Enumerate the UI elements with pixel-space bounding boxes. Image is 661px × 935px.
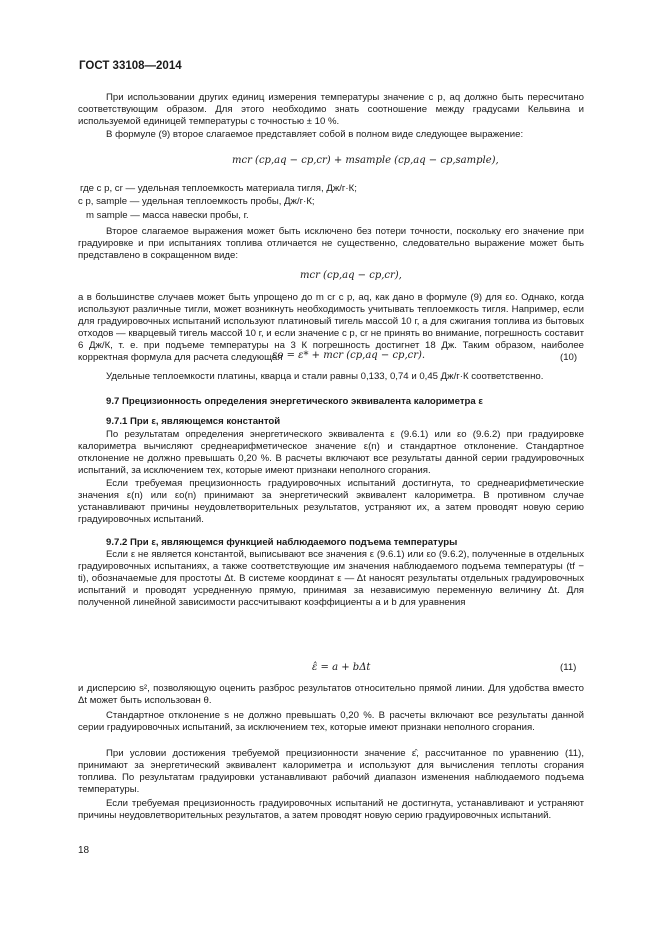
definition-text: — масса навески пробы, г. [130, 210, 249, 221]
paragraph-standard-deviation: Стандартное отклонение s не должно превышать 0,20 %. В расчеты включают все результаты данной серии градуировочных испытаний, за исключением тех, которые имеют признаки неполного сгорания. [78, 710, 584, 734]
formula-full-expression: mcr (cp,aq − cp,cr) + msample (cp,aq − cp,sample), [232, 155, 499, 166]
formula-10: εo = ε* + mcr (cp,aq − cp,cr). [272, 350, 426, 361]
formula-short-expression: mcr (cp,aq − cp,cr), [300, 270, 402, 281]
definition-term: m sample [86, 210, 128, 221]
section-heading-9-7-2: 9.7.2 При ε, являющемся функцией наблюдаемого подъема температуры [106, 537, 458, 548]
page-number: 18 [78, 845, 90, 856]
definition-text: — удельная теплоемкость пробы, Дж/г·К; [129, 196, 315, 207]
paragraph-9-7-2-values: Если ε не является константой, выписывают все значения ε (9.6.1) или εo (9.6.2), полученные в отдельных градуировочных испытаниях, а также соответствующие им значения наблюдаемого подъема температуры (tf − ti), обозначаемые для простоты Δt. В системе координат ε — Δt наносят результаты отдельных градуировочных испытаний и проводят усредненную прямую, принимая за независимую переменную величину Δt. Для полученной линейной зависимости рассчитывают коэффициенты a и b для уравнения [78, 549, 584, 609]
paragraph-formula-9-intro: В формуле (9) второе слагаемое представляет собой в полном виде следующее выражение: [106, 129, 524, 140]
paragraph-precision-achieved: При условии достижения требуемой прецизионности значение ε̂, рассчитанное по уравнению (11), принимают за энергетический эквивалент калориметра и используют для вычисления теплоты сгорания топлива. По результатам градуировки устанавливают рабочий диапазон изменения наблюдаемого подъема температуры. [78, 748, 584, 796]
formula-11: ε̂ = a + bΔt [312, 662, 371, 673]
paragraph-second-term: Второе слагаемое выражения может быть исключено без потери точности, поскольку его значение при градуировке и при испытаниях топлива отличается не существенно, следовательно выражение может быть представлено в сокращенном виде: [78, 226, 584, 262]
paragraph-unit-conversion: При использовании других единиц измерения температуры значение c p, aq должно быть пересчитано соответствующим образом. Для этого необходимо знать соотношение между градусами Кельвина и используемой единицей температуры с точностью ± 10 %. [78, 92, 584, 128]
section-heading-9-7-1: 9.7.1 При ε, являющемся константой [106, 416, 281, 427]
paragraph-9-7-1-results: По результатам определения энергетического эквивалента ε (9.6.1) или εo (9.6.2) при градуировке калориметра вычисляют среднеарифметическое значение ε(n) и стандартное отклонение. Стандартное отклонение не должно превышать 0,20 %. В расчеты включают все результаты данной серии градуировочных испытаний, за исключением тех, которые имеют признаки неполного сгорания. [78, 429, 584, 477]
section-heading-9-7: 9.7 Прецизионность определения энергетического эквивалента калориметра ε [106, 396, 483, 407]
definition-m-sample [86, 210, 249, 222]
definition-text: — удельная теплоемкость материала тигля, Дж/г·К; [125, 183, 357, 194]
definition-term: где c p, cr [80, 183, 123, 194]
definition-cp-sample [78, 196, 315, 208]
paragraph-crucible-heat-capacity: а в большинстве случаев может быть упрощено до m cr c p, aq, как дано в формуле (9) для εo. Однако, когда используют различные тигли, может возникнуть необходимость учитывать теплоемкость тигля. Например, если для градуировочных испытаний используют платиновый тигель массой 10 г, а для сжигания топлива из бытовых отходов — кварцевый тигель массой 10 г, и если значение c p, cr не принять во внимание, погрешность составит 6 Дж/К, т. е. при подъеме температуры на 3 К погрешность достигнет 18 Дж. Таким образом, наиболее корректная формула для расчета следующая [78, 292, 584, 364]
definition-cp-cr [80, 183, 357, 195]
equation-number-11: (11) [560, 662, 577, 673]
equation-number-10: (10) [560, 352, 578, 363]
definition-term: c p, sample [78, 196, 128, 207]
paragraph-specific-heats: Удельные теплоемкости платины, кварца и стали равны 0,133, 0,74 и 0,45 Дж/г·К соответственно. [106, 371, 544, 382]
standard-header: ГОСТ 33108—2014 [79, 60, 182, 72]
paragraph-dispersion: и дисперсию s², позволяющую оценить разброс результатов относительно прямой линии. Для удобства вместо Δt может быть использован θ. [78, 683, 584, 707]
paragraph-precision-not-achieved: Если требуемая прецизионность градуировочных испытаний не достигнута, устанавливают и устраняют причины неудовлетворительных результатов, а затем проводят новую серию градуировочных испытаний. [78, 798, 584, 822]
paragraph-9-7-1-precision: Если требуемая прецизионность градуировочных испытаний достигнута, то среднеарифметические значения ε(n) или εo(n) принимают за энергетический эквивалент калориметра. В противном случае устанавливают причины неудовлетворительных результатов, устраняют их, а затем проводят новую серию градуировочных испытаний. [78, 478, 584, 526]
